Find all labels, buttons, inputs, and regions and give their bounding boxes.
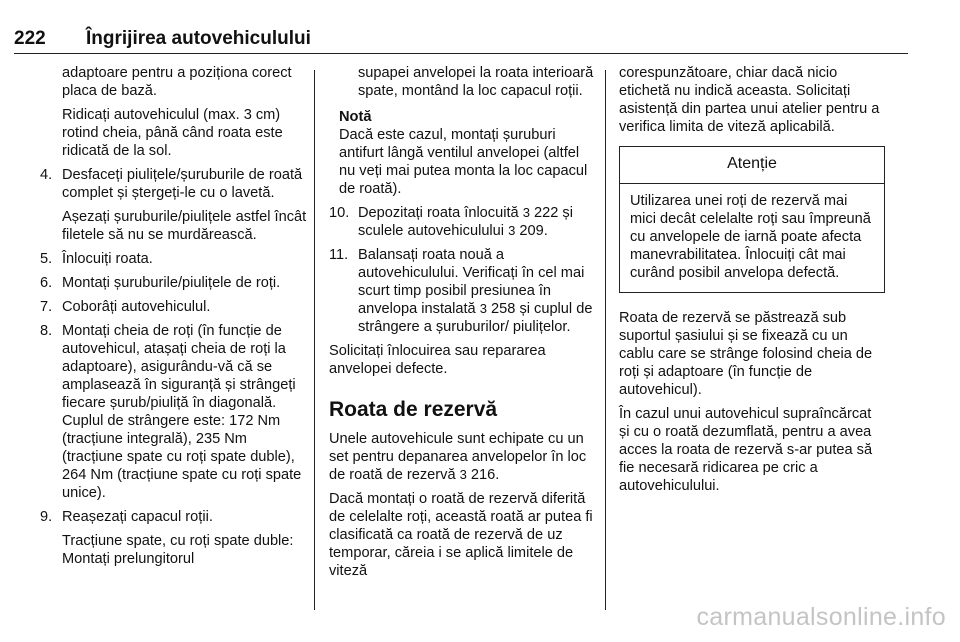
warning-title: Atenție xyxy=(620,147,884,184)
page-ref-link[interactable]: 216. xyxy=(470,467,500,483)
page-ref-icon: 3 xyxy=(479,301,487,316)
list-item: 5. Înlocuiți roata. xyxy=(40,251,153,267)
list-item: 9. Reașezați capacul roții. Tracțiune spate, cu roți spate duble: Montați prelungitorul xyxy=(40,509,294,567)
note xyxy=(329,108,597,198)
page-ref-icon: 3 xyxy=(508,223,516,238)
section-title: Roata de rezervă xyxy=(329,398,498,421)
note-text: Dacă este cazul, montați șuruburi antifurt lângă ventilul anvelopei (altfel nu veți mai putea monta la loc capacul de roată). xyxy=(339,127,588,197)
continued-text: supapei anvelopei la roata interioară spate, montând la loc capacul roții. xyxy=(358,65,594,99)
column-divider xyxy=(314,70,315,610)
list-item: 10. Depozitați roata înlocuită 3 222 și sculele autovehiculului 3 209. xyxy=(329,205,573,239)
page-ref-link[interactable]: 258 xyxy=(491,301,516,317)
column-divider xyxy=(605,70,606,610)
column-1 xyxy=(40,64,308,574)
list-item: 7. Coborâți autovehiculul. xyxy=(40,299,211,315)
warning-box xyxy=(619,146,885,293)
header-rule xyxy=(14,53,908,54)
warning-body xyxy=(620,184,884,292)
paragraph: Dacă montați o roată de rezervă diferită de celelalte roți, această roată ar putea fi clasificată ca roată de rezervă de uz temporar, căreia i se aplică limitele de viteză xyxy=(329,491,593,579)
continued-text: adaptoare pentru a poziționa corect placa de bază. xyxy=(62,65,292,99)
paragraph: Roata de rezervă se păstrează sub suportul șasiului și se fixează cu un cablu care se strânge folosind cheia de roți și adaptoare (în funcție de autovehicul). xyxy=(619,310,873,398)
page-number: 222 xyxy=(14,28,46,49)
page-ref-icon: 3 xyxy=(522,205,530,220)
list-item: 11. Balansați roata nouă a autovehiculului. Verificați în cel mai scurt timp posibil presiunea în anvelopa instalată 3 258 și cuplul de strângere a șuruburilor/ piulițelor. xyxy=(329,247,593,335)
page-ref-link[interactable]: 209. xyxy=(519,223,548,239)
page-ref-icon: 3 xyxy=(459,467,467,482)
page-ref-link[interactable]: 222 xyxy=(533,205,559,221)
list-item: 4. Desfaceți piulițele/șuruburile de roată complet și ștergeți-le cu o lavetă. Așezați șuruburile/piulițele astfel încât filetele să nu se murdărească. xyxy=(40,167,307,243)
list-item: 6. Montați șuruburile/piulițele de roți. xyxy=(40,275,281,291)
column-2 xyxy=(329,64,597,586)
list-item: 8. Montați cheia de roți (în funcție de autovehicul, atașați cheia de roți la adaptoare), asigurându-vă că se amplasează în siguranță și strângeți fiecare șurub/piuliță în diagonală. Cuplul de strângere este: 172 Nm (tracțiune integrală), 235 Nm (tracțiune spate cu roți spate duble), 264 Nm (tracțiune spate cu roți spate unice). xyxy=(40,323,302,501)
column-3 xyxy=(619,64,885,501)
paragraph: Solicitați înlocuirea sau repararea anvelopei defecte. xyxy=(329,343,546,377)
paragraph: Ridicați autovehiculul (max. 3 cm) rotind cheia, până când roata este ridicată de la sol. xyxy=(62,107,283,159)
paragraph: În cazul unui autovehicul supraîncărcat și cu o roată dezumflată, pentru a avea acces la roata de rezervă s-ar putea să fie necesară ridicarea pe cric a autovehiculului. xyxy=(619,406,873,494)
page-header xyxy=(14,28,311,50)
watermark: carmanualsonline.info xyxy=(696,603,946,631)
note-title: Notă xyxy=(339,109,372,125)
paragraph: Unele autovehicule sunt echipate cu un set pentru depanarea anvelopelor în loc de roată de rezervă 3 216. xyxy=(329,431,587,483)
page-title: Îngrijirea autovehiculului xyxy=(86,28,311,49)
warning-text: Utilizarea unei roți de rezervă mai mici decât celelalte roți sau împreună cu anvelopele de iarnă poate afecta manevrabilitatea. Înlocuiți cât mai curând posibil anvelopa defectă. xyxy=(630,193,871,281)
continued-text: corespunzătoare, chiar dacă nicio etichetă nu indică aceasta. Solicitați asistență din partea unui atelier pentru a verifica limita de viteză aplicabilă. xyxy=(619,65,880,135)
